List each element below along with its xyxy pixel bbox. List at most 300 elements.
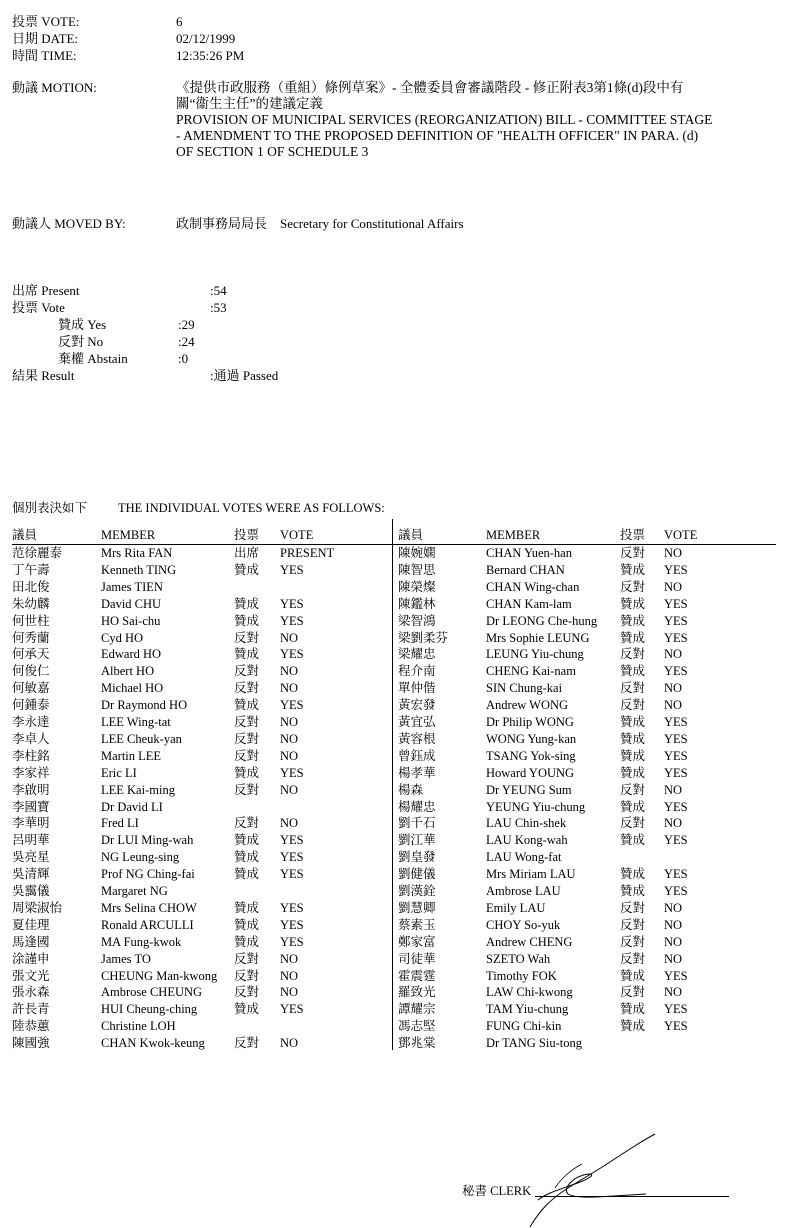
table-row [398,849,778,866]
member-name-zh: 陳婉嫻 [398,546,436,560]
table-row [12,917,392,934]
vote-zh: 反對 [620,951,646,966]
table-row [398,663,778,680]
motion-line: - AMENDMENT TO THE PROPOSED DEFINITION OF "HEALTH OFFICER" IN PARA. (d) [176,128,699,143]
vote-zh: 反對 [234,985,260,1000]
table-row [12,900,392,917]
motion-text [176,80,776,160]
member-name-en: Bernard CHAN [486,562,565,577]
member-name-en: SZETO Wah [486,951,551,966]
table-row [12,1035,392,1052]
table-row [398,748,778,765]
table-row [398,951,778,968]
vote-zh: 贊成 [620,833,646,848]
member-name-zh: 李啟明 [12,782,50,797]
member-name-zh: 曾鈺成 [398,748,436,763]
table-row [12,1001,392,1018]
vote-en: PRESENT [280,546,335,560]
abstain-value: :0 [178,351,189,366]
table-row [398,613,778,630]
member-name-en: CHOY So-yuk [486,917,561,932]
date-label: 日期 DATE: [12,31,79,46]
signature-image [470,1130,670,1228]
member-name-zh: 鄧兆棠 [398,1036,436,1051]
vote-zh: 贊成 [234,850,260,865]
vote-zh: 反對 [234,664,260,679]
vote-en: NO [664,698,683,713]
table-row [398,866,778,883]
vote-en: YES [280,833,304,848]
table-row [12,697,392,714]
vote-en: YES [664,765,688,780]
member-name-zh: 陳榮燦 [398,579,436,594]
member-name-zh: 陳國強 [12,1036,50,1051]
member-name-zh: 張文光 [12,968,50,983]
vote-en: YES [280,917,304,932]
vote-en: YES [664,799,688,814]
member-name-en: Mrs Miriam LAU [486,867,576,882]
table-row [398,731,778,748]
member-name-en: SIN Chung-kai [486,681,563,696]
header-member-en: MEMBER [101,528,156,542]
member-name-en: LAU Wong-fat [486,850,562,865]
abstain-label: 棄權 Abstain [58,351,128,366]
vote-zh: 贊成 [620,799,646,814]
member-name-zh: 朱幼麟 [12,596,50,611]
member-name-en: Dr Philip WONG [486,715,574,729]
vote-number-label: 投票 VOTE: [12,14,80,29]
member-name-en: Cyd HO [101,630,144,645]
member-name-zh: 李柱銘 [12,748,50,763]
motion-line: PROVISION OF MUNICIPAL SERVICES (REORGANIZATION) BILL - COMMITTEE STAGE [176,112,713,127]
vote-en: NO [664,900,683,915]
member-name-en: Margaret NG [101,884,168,898]
vote-en: YES [280,867,304,882]
member-name-en: HO Sai-chu [101,613,161,628]
member-name-en: Fred LI [101,816,139,831]
vote-zh: 贊成 [234,934,260,949]
table-row [398,984,778,1001]
member-name-en: WONG Yung-kan [486,731,577,746]
vote-en: NO [280,968,299,983]
vote-en: NO [664,681,683,696]
result-value: :通過 Passed [210,368,279,383]
vote-zh: 反對 [620,816,646,831]
member-name-zh: 劉漢銓 [398,884,436,898]
moved-by-label: 動議人 MOVED BY: [12,216,126,231]
vote-zh: 贊成 [620,1002,646,1017]
member-name-en: Ambrose CHEUNG [101,985,203,1000]
vote-zh: 贊成 [234,647,260,662]
vote-en: YES [664,1019,688,1034]
member-name-zh: 馬逢國 [12,934,50,949]
member-name-zh: 劉皇發 [398,850,436,865]
vote-zh: 反對 [234,968,260,983]
vote-zh: 反對 [620,698,646,713]
table-row [12,630,392,647]
member-name-en: LEE Kai-ming [101,782,175,797]
member-name-zh: 呂明華 [12,833,50,848]
member-name-zh: 李卓人 [12,731,50,746]
vote-zh: 反對 [620,934,646,949]
header-member-zh: 議員 [398,528,424,542]
member-name-zh: 黃宜弘 [398,715,436,729]
vote-en: YES [664,596,688,611]
member-name-en: David CHU [101,596,162,611]
yes-value: :29 [178,317,195,332]
vote-zh: 贊成 [620,562,646,577]
time-value: 12:35:26 PM [176,48,245,63]
vote-en: YES [664,1002,688,1017]
member-name-zh: 司徒華 [398,951,436,966]
header-member-en: MEMBER [486,528,541,542]
member-name-zh: 吳靄儀 [12,884,50,898]
table-column-divider [392,519,393,1050]
vote-en: NO [664,546,683,560]
vote-en: NO [280,1036,299,1051]
vote-en: YES [664,715,688,729]
member-name-zh: 丁午壽 [12,562,50,577]
member-name-en: Eric LI [101,765,137,780]
member-name-en: Andrew WONG [486,698,569,713]
member-name-en: James TIEN [101,579,163,594]
member-name-en: Christine LOH [101,1019,176,1034]
vote-zh: 反對 [234,782,260,797]
member-name-en: FUNG Chi-kin [486,1019,562,1034]
vote-en: NO [280,664,299,679]
table-row [12,562,392,579]
header-vote-zh: 投票 [620,528,646,542]
member-name-zh: 梁劉柔芬 [398,630,449,645]
member-name-zh: 何承天 [12,647,50,662]
vote-count-value: :53 [210,300,227,315]
vote-zh: 贊成 [234,596,260,611]
member-name-zh: 吳清輝 [12,867,50,882]
moved-by-value: 政制事務局局長 Secretary for Constitutional Affairs [176,216,464,231]
vote-en: YES [280,850,304,865]
vote-zh: 反對 [620,900,646,915]
vote-zh: 出席 [234,546,260,560]
table-row [398,646,778,663]
member-name-en: Kenneth TING [101,562,177,577]
table-row [12,680,392,697]
table-row [12,731,392,748]
table-row [398,782,778,799]
member-name-zh: 何俊仁 [12,664,50,679]
member-name-zh: 何世柱 [12,613,50,628]
vote-en: NO [664,579,683,594]
member-name-en: Howard YOUNG [486,765,575,780]
vote-en: NO [280,748,299,763]
member-name-zh: 李永達 [12,715,50,729]
motion-line: 關“衞生主任”的建議定義 [176,96,323,111]
table-row [12,815,392,832]
member-name-en: LEE Wing-tat [101,715,171,729]
vote-zh: 贊成 [620,630,646,645]
member-name-zh: 劉慧卿 [398,900,436,915]
no-value: :24 [178,334,195,349]
member-name-en: Mrs Selina CHOW [101,900,197,915]
vote-zh: 反對 [234,681,260,696]
vote-en: NO [280,951,299,966]
header-member-zh: 議員 [12,528,38,542]
table-row [398,1018,778,1035]
vote-en: YES [664,867,688,882]
table-row [12,646,392,663]
member-name-zh: 梁智鴻 [398,613,436,628]
member-name-zh: 鄭家富 [398,934,436,949]
vote-zh: 贊成 [620,1019,646,1034]
table-row [12,714,392,731]
table-row [398,765,778,782]
member-name-zh: 黃宏發 [398,698,436,713]
vote-en: YES [280,698,304,713]
member-name-zh: 楊孝華 [398,765,436,780]
table-row [398,630,778,647]
table-row [12,613,392,630]
member-name-zh: 李華明 [12,816,50,831]
member-name-en: CHAN Kam-lam [486,596,572,611]
member-name-en: Ambrose LAU [486,884,561,898]
vote-zh: 贊成 [234,900,260,915]
vote-en: NO [664,782,683,797]
vote-en: NO [664,816,683,831]
header-vote-zh: 投票 [234,528,260,542]
table-header-right [398,527,778,544]
vote-zh: 贊成 [620,884,646,898]
vote-zh: 贊成 [234,1002,260,1017]
vote-en: NO [664,917,683,932]
table-row [12,1018,392,1035]
vote-en: YES [280,765,304,780]
member-name-en: Dr LEONG Che-hung [486,613,598,628]
vote-zh: 反對 [620,681,646,696]
vote-zh: 贊成 [620,748,646,763]
vote-zh: 反對 [620,647,646,662]
member-name-zh: 張永森 [12,985,50,1000]
member-name-zh: 劉健儀 [398,867,436,882]
time-label: 時間 TIME: [12,48,77,63]
member-name-en: MA Fung-kwok [101,934,182,949]
table-row [398,714,778,731]
yes-label: 贊成 Yes [58,317,107,332]
vote-en: YES [664,884,688,898]
header-vote-en: VOTE [280,528,314,542]
vote-zh: 反對 [234,630,260,645]
vote-zh: 反對 [620,546,646,560]
individual-votes-heading-zh: 個別表決如下 [12,501,88,515]
table-row [12,849,392,866]
vote-en: NO [280,630,299,645]
member-name-en: LAW Chi-kwong [486,985,573,1000]
vote-zh: 贊成 [234,867,260,882]
member-name-en: TAM Yiu-chung [486,1002,569,1017]
vote-zh: 反對 [620,579,646,594]
member-name-en: Dr LUI Ming-wah [101,833,194,848]
table-row [12,782,392,799]
vote-zh: 反對 [620,917,646,932]
member-name-zh: 何敏嘉 [12,681,50,696]
member-name-zh: 陸恭蕙 [12,1019,50,1034]
member-name-zh: 羅致光 [398,985,436,1000]
member-name-zh: 陳鑑林 [398,596,436,611]
table-row [12,866,392,883]
date-value: 02/12/1999 [176,31,236,46]
vote-zh: 反對 [234,816,260,831]
member-name-en: CHAN Wing-chan [486,579,580,594]
member-name-en: Prof NG Ching-fai [101,867,195,882]
table-row [398,680,778,697]
table-row [398,815,778,832]
table-row [12,579,392,596]
table-row [12,968,392,985]
vote-en: YES [280,613,304,628]
member-name-en: Mrs Sophie LEUNG [486,630,590,645]
vote-en: YES [280,647,304,662]
member-name-zh: 霍震霆 [398,968,436,983]
vote-en: YES [664,748,688,763]
vote-en: NO [664,951,683,966]
table-row [398,900,778,917]
vote-zh: 贊成 [234,698,260,713]
table-row [398,562,778,579]
member-name-en: LEE Cheuk-yan [101,731,182,746]
member-name-en: Andrew CHENG [486,934,573,949]
table-row [398,832,778,849]
table-row [12,545,392,562]
member-name-en: Emily LAU [486,900,546,915]
table-row [12,596,392,613]
member-name-zh: 蔡素玉 [398,917,436,932]
vote-zh: 贊成 [620,613,646,628]
member-name-en: NG Leung-sing [101,850,180,865]
member-name-zh: 馮志堅 [398,1019,436,1034]
table-row [12,765,392,782]
member-name-zh: 涂謹申 [12,951,50,966]
member-name-en: LAU Chin-shek [486,816,567,831]
vote-zh: 贊成 [620,715,646,729]
member-name-en: Albert HO [101,664,155,679]
vote-en: YES [664,664,688,679]
member-name-en: Ronald ARCULLI [101,917,194,932]
table-row [12,984,392,1001]
vote-en: YES [664,833,688,848]
vote-en: YES [664,562,688,577]
vote-en: YES [280,562,304,577]
member-name-en: CHAN Yuen-han [486,546,572,560]
member-name-zh: 楊森 [398,782,424,797]
table-row [12,663,392,680]
member-name-zh: 何鍾泰 [12,698,50,713]
vote-zh: 反對 [234,715,260,729]
member-name-en: Dr TANG Siu-tong [486,1036,582,1051]
vote-zh: 反對 [620,782,646,797]
table-row [12,883,392,900]
vote-en: YES [664,968,688,983]
table-row [398,579,778,596]
vote-en: YES [280,934,304,949]
member-name-zh: 劉千石 [398,816,436,831]
member-name-en: TSANG Yok-sing [486,748,576,763]
member-name-en: CHEUNG Man-kwong [101,968,218,983]
member-name-zh: 夏佳理 [12,917,50,932]
vote-en: NO [664,934,683,949]
vote-en: YES [280,596,304,611]
table-row [12,832,392,849]
vote-en: NO [280,715,299,729]
table-row [398,917,778,934]
member-name-zh: 許長青 [12,1002,50,1017]
clerk-label: 秘書 CLERK [462,1184,532,1198]
member-name-en: Dr Raymond HO [101,698,188,713]
vote-en: NO [280,731,299,746]
member-name-zh: 陳智思 [398,562,436,577]
motion-label: 動議 MOTION: [12,80,97,95]
member-name-en: Martin LEE [101,748,162,763]
vote-zh: 贊成 [234,562,260,577]
member-name-en: Dr David LI [101,799,163,814]
vote-en: NO [664,647,683,662]
vote-zh: 贊成 [620,968,646,983]
member-name-zh: 何秀蘭 [12,630,50,645]
table-row [398,697,778,714]
present-value: :54 [210,283,227,298]
table-row [12,799,392,816]
member-name-en: CHENG Kai-nam [486,664,576,679]
result-label: 結果 Result [12,368,75,383]
vote-zh: 贊成 [234,917,260,932]
member-name-en: Mrs Rita FAN [101,546,173,560]
member-name-zh: 李國寶 [12,799,50,814]
member-name-zh: 單仲偕 [398,681,436,696]
vote-en: NO [664,985,683,1000]
member-name-en: Michael HO [101,681,164,696]
member-name-zh: 范徐麗泰 [12,546,63,560]
vote-zh: 贊成 [620,765,646,780]
table-row [398,1035,778,1052]
no-label: 反對 No [58,334,104,349]
member-name-en: YEUNG Yiu-chung [486,799,586,814]
table-row [12,748,392,765]
vote-zh: 贊成 [620,867,646,882]
vote-zh: 反對 [620,985,646,1000]
table-row [12,951,392,968]
table-row [398,883,778,900]
vote-zh: 反對 [234,748,260,763]
member-name-zh: 梁耀忠 [398,647,436,662]
member-name-zh: 程介南 [398,664,436,679]
vote-en: NO [280,681,299,696]
vote-zh: 贊成 [234,833,260,848]
vote-zh: 反對 [234,1036,260,1051]
table-row [398,596,778,613]
member-name-en: Timothy FOK [486,968,557,983]
member-name-zh: 周梁淑怡 [12,900,63,915]
vote-count-label: 投票 Vote [12,300,65,315]
member-name-zh: 譚耀宗 [398,1002,436,1017]
vote-zh: 贊成 [234,765,260,780]
member-name-en: LAU Kong-wah [486,833,568,848]
table-row [398,968,778,985]
vote-zh: 贊成 [234,613,260,628]
table-row [398,1001,778,1018]
vote-en: NO [280,782,299,797]
vote-zh: 贊成 [620,731,646,746]
motion-line: 《提供市政服務（重組）條例草案》- 全體委員會審議階段 - 修正附表3第1條(d)段中有 [176,80,684,95]
member-name-zh: 楊耀忠 [398,799,436,814]
vote-zh: 贊成 [620,664,646,679]
member-name-zh: 劉江華 [398,833,436,848]
